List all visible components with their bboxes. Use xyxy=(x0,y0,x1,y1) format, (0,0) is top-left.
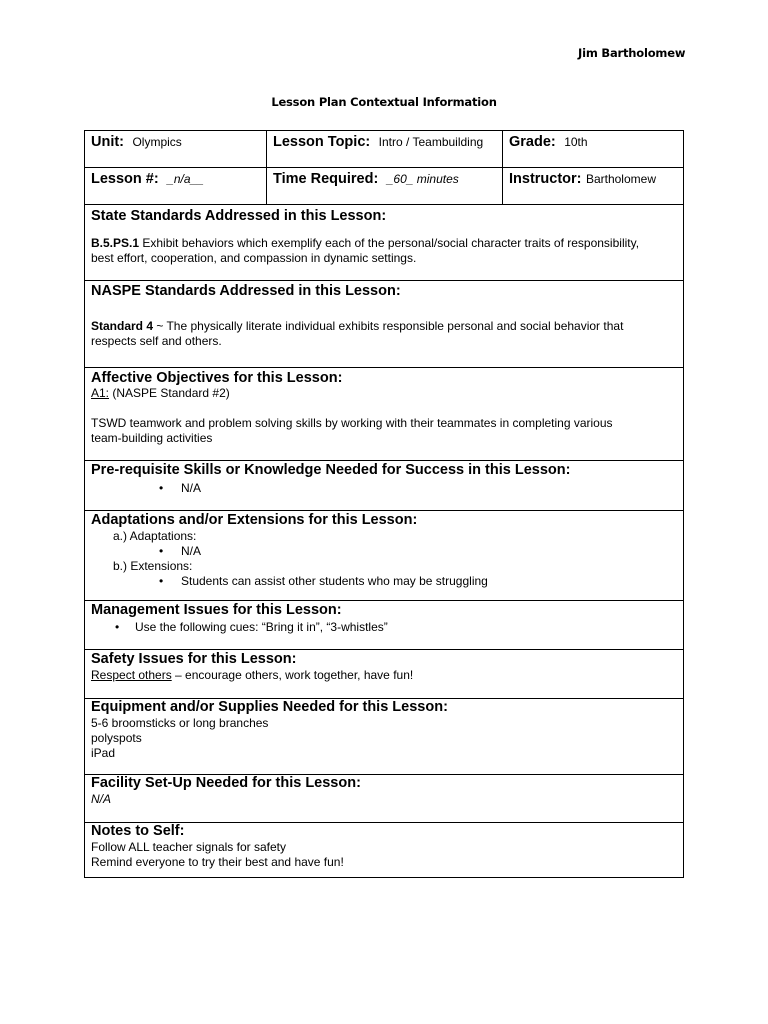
state-standard-text: Exhibit behaviors which exemplify each of the personal/social character traits of responsibility, xyxy=(139,236,640,250)
facility-title: Facility Set-Up Needed for this Lesson: xyxy=(91,775,361,791)
prerequisite-bullet: • xyxy=(159,481,164,495)
notes-section xyxy=(85,823,683,877)
naspe-standards-line-2: respects self and others. xyxy=(91,334,222,348)
naspe-standards-title: NASPE Standards Addressed in this Lesson: xyxy=(91,283,401,299)
lesson-plan-table xyxy=(84,130,684,878)
prerequisite-title: Pre-requisite Skills or Knowledge Needed for Success in this Lesson: xyxy=(91,462,571,478)
adaptations-a-bullet: • xyxy=(159,544,164,558)
notes-item: Remind everyone to try their best and have fun! xyxy=(91,855,344,869)
instructor-cell xyxy=(503,168,683,204)
adaptations-a-item: N/A xyxy=(181,544,202,558)
notes-item: Follow ALL teacher signals for safety xyxy=(91,840,286,854)
document-title: Lesson Plan Contextual Information xyxy=(271,95,497,109)
affective-a1-line xyxy=(91,386,230,401)
extensions-b-item: Students can assist other students who may be struggling xyxy=(181,574,488,588)
instructor-label: Instructor: xyxy=(509,171,582,187)
topic-cell xyxy=(267,131,503,167)
naspe-standards-section xyxy=(85,281,683,368)
grade-cell xyxy=(503,131,683,167)
topic-label: Lesson Topic: xyxy=(273,134,371,150)
management-section xyxy=(85,601,683,650)
prerequisite-section xyxy=(85,461,683,511)
management-title: Management Issues for this Lesson: xyxy=(91,602,342,618)
naspe-standard-code: Standard 4 xyxy=(91,319,154,333)
management-bullet: • xyxy=(115,620,120,634)
safety-section xyxy=(85,650,683,699)
safety-rest: – encourage others, work together, have fun! xyxy=(171,668,414,682)
state-standard-code: B.5.PS.1 xyxy=(91,236,140,250)
info-row-2 xyxy=(85,168,683,205)
facility-value: N/A xyxy=(91,792,112,806)
affective-a1-label: A1: xyxy=(91,386,110,400)
author-name: Jim Bartholomew xyxy=(578,46,686,60)
naspe-standards-line-1 xyxy=(91,319,623,334)
safety-line xyxy=(91,668,413,683)
state-standards-line-2: best effort, cooperation, and compassion in dynamic settings. xyxy=(91,251,417,265)
facility-section xyxy=(85,775,683,823)
time-label: Time Required: xyxy=(273,171,379,187)
unit-cell xyxy=(85,131,267,167)
state-standards-title: State Standards Addressed in this Lesson: xyxy=(91,208,387,224)
safety-title: Safety Issues for this Lesson: xyxy=(91,651,297,667)
time-value: _60_ minutes xyxy=(386,172,459,186)
affective-line-1: TSWD teamwork and problem solving skills by working with their teammates in completing various xyxy=(91,416,613,430)
affective-a1-text: (NASPE Standard #2) xyxy=(109,386,230,400)
instructor-value: Bartholomew xyxy=(585,172,656,186)
info-row-1 xyxy=(85,131,683,168)
grade-label: Grade: xyxy=(509,134,556,150)
extensions-b-bullet: • xyxy=(159,574,164,588)
topic-value: Intro / Teambuilding xyxy=(378,135,484,149)
affective-objectives-section xyxy=(85,368,683,461)
equipment-item: 5-6 broomsticks or long branches xyxy=(91,716,269,730)
equipment-section xyxy=(85,699,683,775)
naspe-standard-text: ~ The physically literate individual exhibits responsible personal and social behavior that xyxy=(153,319,624,333)
lesson-number-label: Lesson #: xyxy=(91,171,159,187)
unit-label: Unit: xyxy=(91,134,125,150)
state-standards-line-1 xyxy=(91,236,639,251)
affective-objectives-title: Affective Objectives for this Lesson: xyxy=(91,370,343,386)
equipment-item: iPad xyxy=(91,746,116,760)
notes-title: Notes to Self: xyxy=(91,823,185,839)
equipment-title: Equipment and/or Supplies Needed for this Lesson: xyxy=(91,699,448,715)
equipment-item: polyspots xyxy=(91,731,142,745)
adaptations-title: Adaptations and/or Extensions for this Lesson: xyxy=(91,512,418,528)
affective-line-2: team-building activities xyxy=(91,431,213,445)
state-standards-section xyxy=(85,205,683,281)
adaptations-a-label: a.) Adaptations: xyxy=(113,529,197,543)
safety-underlined: Respect others xyxy=(91,668,172,682)
time-cell xyxy=(267,168,503,204)
adaptations-section xyxy=(85,511,683,601)
unit-value: Olympics xyxy=(132,135,182,149)
lesson-number-cell xyxy=(85,168,267,204)
management-item: Use the following cues: “Bring it in”, “3-whistles” xyxy=(135,620,388,634)
extensions-b-label: b.) Extensions: xyxy=(113,559,193,573)
grade-value: 10th xyxy=(564,135,588,149)
prerequisite-item: N/A xyxy=(181,481,202,495)
lesson-number-value: _n/a__ xyxy=(167,172,204,186)
